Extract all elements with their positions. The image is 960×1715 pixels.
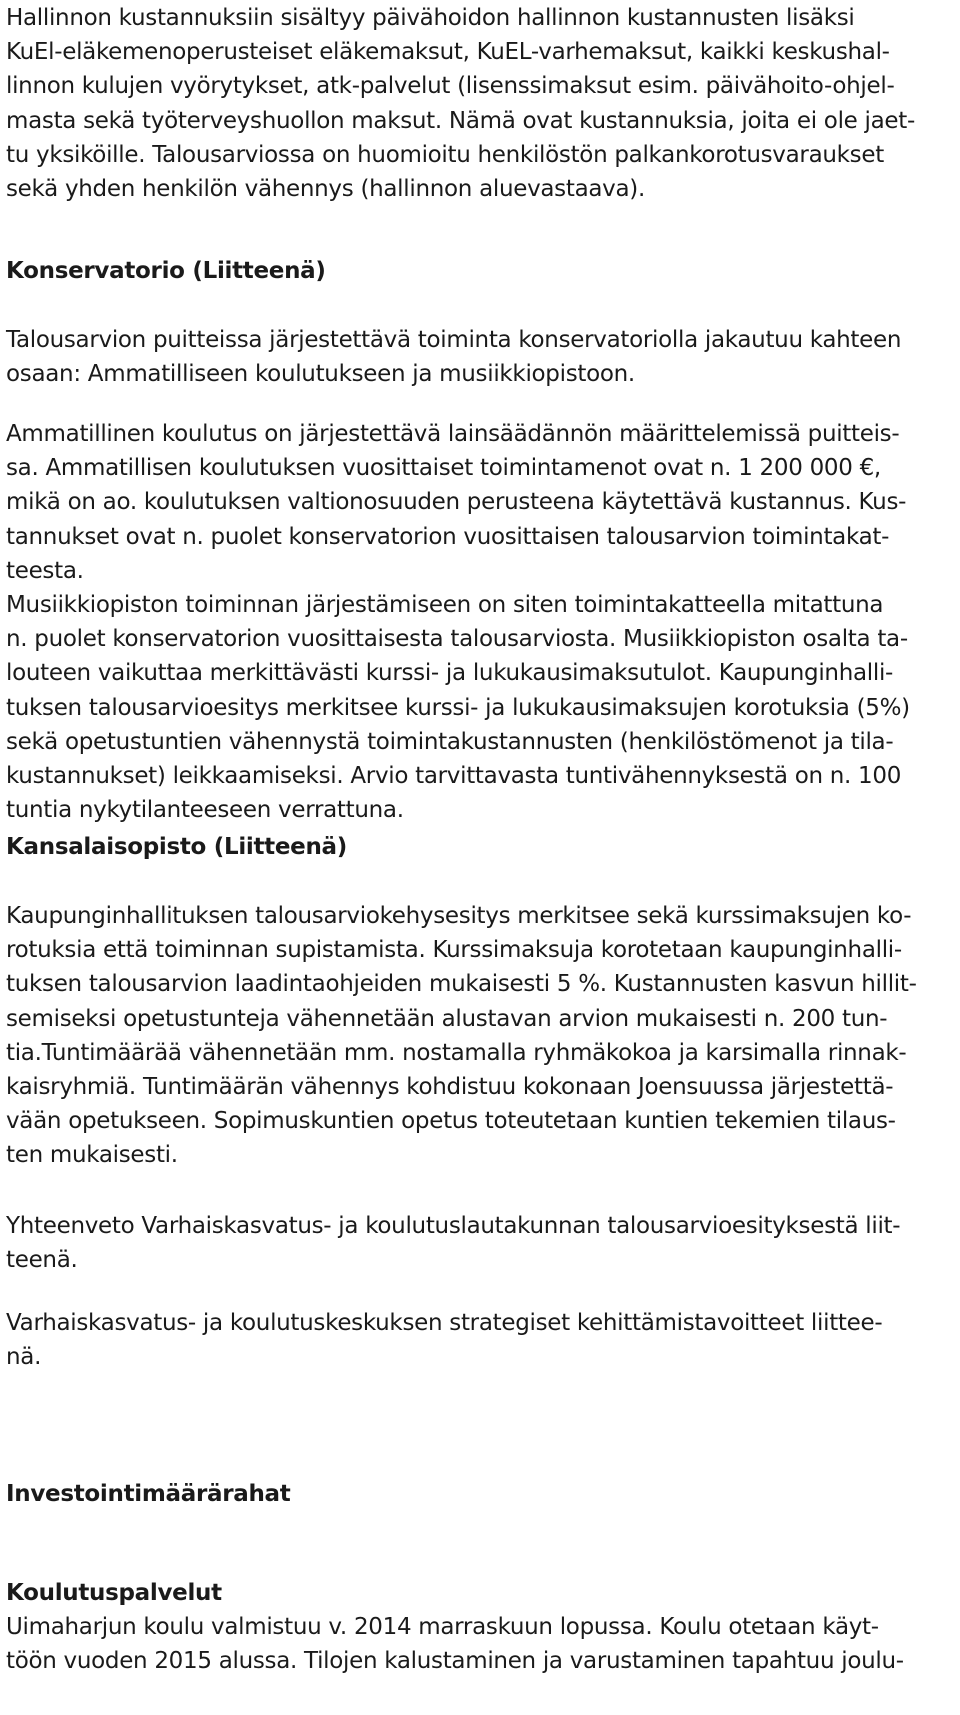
text-line: sekä yhden henkilön vähennys (hallinnon aluevastaava). [6, 175, 645, 202]
text-line: kustannukset) leikkaamiseksi. Arvio tarvittavasta tuntivähennyksestä on n. 100 [6, 762, 902, 789]
text-line: n. puolet konservatorion vuosittaisesta talousarviosta. Musiikkiopiston osalta ta- [6, 626, 908, 653]
text-line: sekä opetustuntien vähennystä toimintakustannusten (henkilöstömenot ja tila- [6, 728, 894, 755]
text-line: teenä. [6, 1247, 78, 1274]
text-line: Musiikkiopiston toiminnan järjestämiseen on siten toimintakatteella mitattuna [6, 591, 884, 618]
text-line: semiseksi opetustunteja vähennetään alustavan arvion mukaisesti n. 200 tun- [6, 1005, 888, 1032]
text-line: osaan: Ammatilliseen koulutukseen ja musiikkiopistoon. [6, 361, 635, 388]
text-line: mikä on ao. koulutuksen valtionosuuden perusteena käytettävä kustannus. Kus- [6, 489, 907, 516]
text-line: tia.Tuntimäärää vähennetään mm. nostamalla ryhmäkokoa ja karsimalla rinnak- [6, 1039, 907, 1066]
text-line: tuntia nykytilanteeseen verrattuna. [6, 797, 404, 824]
section-heading-kansalaisopisto: Kansalaisopisto (Liitteenä) [6, 834, 347, 860]
text-line: sa. Ammatillisen koulutuksen vuosittaiset toimintamenot ovat n. 1 200 000 €, [6, 455, 881, 482]
intro-paragraph [6, 1, 915, 206]
kansalaisopisto-paragraph-3 [6, 1306, 882, 1374]
text-line: rotuksia että toiminnan supistamista. Kurssimaksuja korotetaan kaupunginhalli- [6, 937, 902, 964]
text-line: töön vuoden 2015 alussa. Tilojen kalustaminen ja varustaminen tapahtuu joulu- [6, 1648, 904, 1675]
text-line: masta sekä työterveyshuollon maksut. Nämä ovat kustannuksia, joita ei ole jaet- [6, 107, 915, 134]
kansalaisopisto-paragraph-1 [6, 899, 917, 1173]
text-line: linnon kulujen vyörytykset, atk-palvelut (lisenssimaksut esim. päivähoito-ohjel- [6, 73, 895, 100]
text-line: tu yksiköille. Talousarviossa on huomioitu henkilöstön palkankorotusvaraukset [6, 141, 884, 168]
investoinnit-paragraph-1 [6, 1610, 904, 1678]
text-line: KuEl-eläkemenoperusteiset eläkemaksut, KuEL-varhemaksut, kaikki keskushal- [6, 39, 890, 66]
section-heading-konservatorio: Konservatorio (Liitteenä) [6, 258, 326, 284]
kansalaisopisto-paragraph-2 [6, 1209, 900, 1277]
text-line: nä. [6, 1344, 42, 1371]
text-line: ten mukaisesti. [6, 1142, 178, 1169]
text-line: Hallinnon kustannuksiin sisältyy päivähoidon hallinnon kustannusten lisäksi [6, 5, 855, 31]
text-line: Ammatillinen koulutus on järjestettävä lainsäädännön määrittelemissä puitteis- [6, 421, 900, 447]
text-line: Kaupunginhallituksen talousarviokehysesitys merkitsee sekä kurssimaksujen ko- [6, 903, 912, 929]
subheading-koulutuspalvelut: Koulutuspalvelut [6, 1580, 222, 1606]
text-line: kaisryhmiä. Tuntimäärän vähennys kohdistuu kokonaan Joensuussa järjestettä- [6, 1073, 894, 1100]
konservatorio-paragraph-2 [6, 417, 910, 827]
text-line: louteen vaikuttaa merkittävästi kurssi- ja lukukausimaksutulot. Kaupunginhalli- [6, 660, 894, 687]
text-line: Yhteenveto Varhaiskasvatus- ja koulutuslautakunnan talousarvioesityksestä liit- [6, 1213, 901, 1239]
text-line: tannukset ovat n. puolet konservatorion vuosittaisen talousarvion toimintakat- [6, 523, 890, 550]
text-line: vään opetukseen. Sopimuskuntien opetus toteutetaan kuntien tekemien tilaus- [6, 1108, 896, 1135]
text-line: teesta. [6, 557, 84, 584]
text-line: Talousarvion puitteissa järjestettävä toiminta konservatoriolla jakautuu kahteen [6, 327, 902, 353]
section-heading-investoinnit: Investointimäärärahat [6, 1481, 291, 1507]
text-line: tuksen talousarvioesitys merkitsee kurssi- ja lukukausimaksujen korotuksia (5%) [6, 694, 910, 721]
text-line: Varhaiskasvatus- ja koulutuskeskuksen strategiset kehittämistavoitteet liittee- [6, 1310, 883, 1336]
konservatorio-paragraph-1 [6, 323, 901, 391]
text-line: Uimaharjun koulu valmistuu v. 2014 marraskuun lopussa. Koulu otetaan käyt- [6, 1614, 879, 1640]
text-line: tuksen talousarvion laadintaohjeiden mukaisesti 5 %. Kustannusten kasvun hillit- [6, 971, 917, 998]
